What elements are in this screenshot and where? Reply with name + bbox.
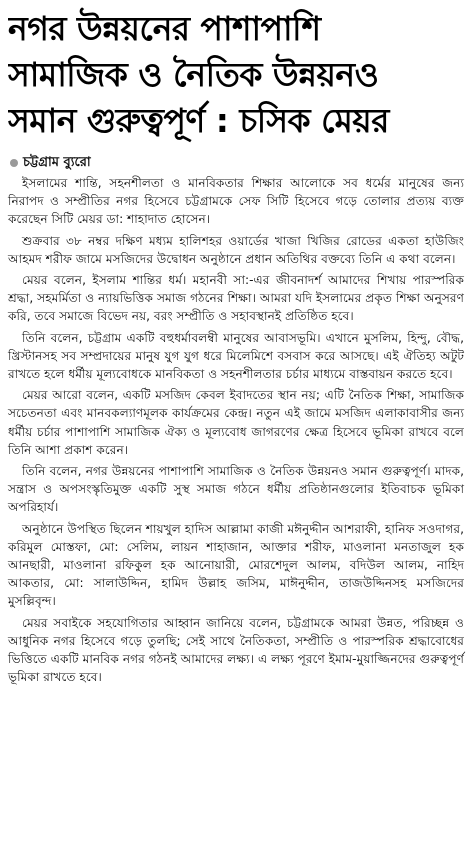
article-body (8, 174, 464, 686)
article-paragraph: শুক্রবার ৩৮ নম্বর দক্ষিণ মধ্যম হালিশহর ওয়ার্ডের খাজা খিজির রোডের একতা হাউজিং আহমদ শরীফ জামে মসজিদের উদ্বোধন অনুষ্ঠানে প্রধান অতিথির বক্তব্যে তিনি এ কথা বলেন। (8, 233, 464, 266)
byline-text: চট্টগ্রাম ব্যুরো (23, 155, 91, 170)
byline (8, 154, 464, 172)
bullet-icon (10, 159, 18, 167)
headline-line: নগর উন্নয়নের পাশাপাশি (8, 9, 321, 48)
article-paragraph: অনুষ্ঠানে উপস্থিত ছিলেন শায়খুল হাদিস আল্লামা কাজী মঈনুদ্দীন আশরাফী, হানিফ সওদাগর, করিমুল মোস্তফা, মো: সেলিম, লায়ন শাহাজান, আক্তার শরীফ, মাওলানা মনতাজুল হক আনছারী, মাওলানা রফিকুল হক আনোয়ারী, মোরশেদুল আলম, বদিউল আলম, নাহিদ আকতার, মো: সালাউদ্দিন, হামিদ উল্লাহ জসিম, মাঈনুদ্দীন, তাজউদ্দিনসহ মসজিদের মুসল্লিবৃন্দ। (8, 521, 464, 609)
article-paragraph: তিনি বলেন, চট্টগ্রাম একটি বহুধর্মাবলম্বী মানুষের আবাসভূমি। এখানে মুসলিম, হিন্দু, বৌদ্ধ, খ্রিস্টানসহ সব সম্প্রদায়ের মানুষ যুগ যুগ ধরে মিলেমিশে বসবাস করে আসছে। এই ঐতিহ্য অটুট রাখতে হলে ধর্মীয় মূল্যবোধকে মানবিকতা ও সহনশীলতার চর্চার মাধ্যমে বাস্তবায়ন করতে হবে। (8, 330, 464, 382)
article-paragraph: তিনি বলেন, নগর উন্নয়নের পাশাপাশি সামাজিক ও নৈতিক উন্নয়নও সমান গুরুত্বপূর্ণ। মাদক, সন্ত্রাস ও অপসংস্কৃতিমুক্ত একটি সুস্থ সমাজ গঠনে ধর্মীয় প্রতিষ্ঠানগুলোর ইতিবাচক ভূমিকা অপরিহার্য। (8, 464, 464, 515)
article-paragraph: মেয়র আরো বলেন, একটি মসজিদ কেবল ইবাদতের স্থান নয়; এটি নৈতিক শিক্ষা, সামাজিক সচেতনতা এবং মানবকল্যাণমূলক কার্যক্রমের কেন্দ্র। নতুন এই জামে মসজিদ এলাকাবাসীর জন্য ধর্মীয় চর্চার পাশাপাশি সামাজিক ঐক্য ও মূল্যবোধ জাগরণের ক্ষেত্র হিসেবে ভূমিকা রাখবে বলে তিনি আশা প্রকাশ করেন। (8, 388, 464, 457)
article-paragraph: ইসলামের শান্তি, সহনশীলতা ও মানবিকতার শিক্ষার আলোকে সব ধর্মের মানুষের জন্য নিরাপদ ও সম্প্রীতির নগর হিসেবে চট্টগ্রামকে সেফ সিটি হিসেবে গড়ে তোলার প্রত্যয় ব্যক্ত করেছেন সিটি মেয়র ডা: শাহাদাত হোসেন। (8, 176, 464, 227)
article-paragraph: মেয়র বলেন, ইসলাম শান্তির ধর্ম। মহানবী সা:-এর জীবনাদর্শ আমাদের শিখায় পারস্পরিক শ্রদ্ধা, সহমর্মিতা ও ন্যায়ভিত্তিক সমাজ গঠনের শিক্ষা। আমরা যদি ইসলামের প্রকৃত শিক্ষা অনুসরণ করি, তবে সমাজে বিভেদ নয়, বরং সম্প্রীতি ও সহাবস্থানই প্রতিষ্ঠিত হবে। (8, 273, 464, 324)
headline-line: সামাজিক ও নৈতিক উন্নয়নও (8, 55, 379, 94)
article-headline (8, 6, 464, 144)
headline-line: সমান গুরুত্বপূর্ণ : চসিক মেয়র (8, 101, 389, 140)
article-paragraph: মেয়র সবাইকে সহযোগিতার আহ্বান জানিয়ে বলেন, চট্টগ্রামকে আমরা উন্নত, পরিচ্ছন্ন ও আধুনিক নগর হিসেবে গড়ে তুলছি; সেই সাথে নৈতিকতা, সম্প্রীতি ও পারস্পরিক শ্রদ্ধাবোধের ভিত্তিতে একটি মানবিক নগর গঠনই আমাদের লক্ষ্য। এ লক্ষ্য পূরণে ইমাম-মুয়াজ্জিনদের গুরুত্বপূর্ণ ভূমিকা রাখতে হবে। (8, 615, 464, 685)
